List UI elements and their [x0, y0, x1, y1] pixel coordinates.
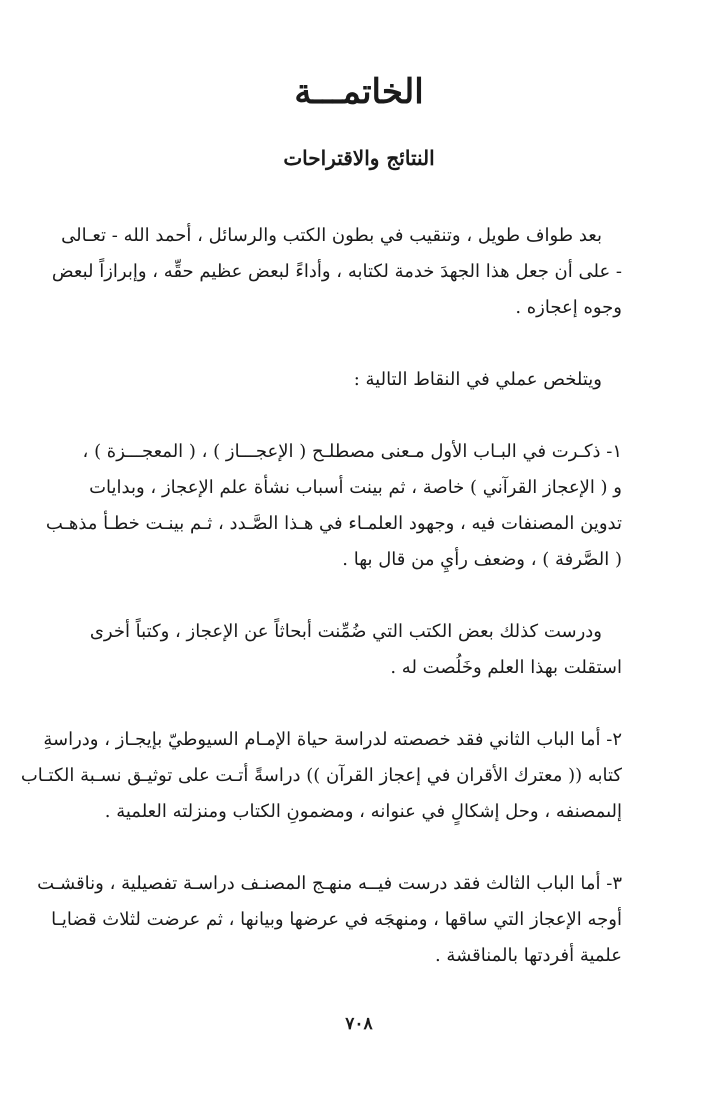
page-title: الخاتمـــة: [294, 72, 424, 112]
text-line: ٣- أما الباب الثالث فقد درست فيــه منهـج المصنـف دراسـة تفصيلية ، وناقشـت: [37, 873, 622, 894]
text-line: أوجه الإعجاز التي ساقها ، ومنهجَه في عرضها وبيانها ، ثم عرضت لثلاث قضايـا: [51, 909, 622, 930]
text-line: كتابه (( معترك الأقران في إعجاز القرآن )) دراسةً أتـت على توثيـق نسـبة الكتـاب: [20, 765, 622, 786]
text-line: وجوه إعجازه .: [515, 297, 622, 318]
paragraph-point-2: [20, 722, 622, 830]
paragraph-point-1: [45, 434, 622, 578]
text-line: ودرست كذلك بعض الكتب التي ضُمِّنت أبحاثاً عن الإعجاز ، وكتباً أخرى: [89, 621, 602, 642]
paragraph-intro: [51, 218, 622, 326]
text-line: بعد طواف طويل ، وتنقيب في بطون الكتب والرسائل ، أحمد الله - تعـالى: [61, 225, 602, 246]
text-line: ١- ذكـرت في البـاب الأول مـعنى مصطلـح ( الإعجـــاز ) ، ( المعجـــزة ) ،: [82, 441, 622, 462]
paragraph-point-3: [37, 866, 622, 974]
text-line: ( الصَّرفة ) ، وضعف رأيِ من قال بها .: [342, 549, 622, 570]
page-number: ٧٠٨: [345, 1014, 373, 1034]
text-line: - على أن جعل هذا الجهدَ خدمة لكتابه ، وأداءً لبعض عظيم حقِّه ، وإبرازاً لبعض: [51, 261, 622, 282]
text-line: استقلت بهذا العلم وخَلُصت له .: [390, 657, 622, 678]
text-line: ويتلخص عملي في النقاط التالية :: [353, 369, 602, 390]
text-line: و ( الإعجاز القرآني ) خاصة ، ثم بينت أسباب نشأة علم الإعجاز ، وبدايات: [89, 477, 622, 498]
section-subtitle: النتائج والاقتراحات: [283, 146, 435, 170]
text-line: ٢- أما الباب الثاني فقد خصصته لدراسة حياة الإمـام السيوطيّ بإيجـاز ، ودراسةِ: [43, 729, 622, 750]
paragraph-summary-lead: [96, 362, 622, 398]
paragraph-books: [89, 614, 622, 686]
text-line: إلىمصنفه ، وحل إشكالٍ في عنوانه ، ومضمونِ الكتاب ومنزلته العلمية .: [104, 801, 622, 822]
text-line: تدوين المصنفات فيه ، وجهود العلمـاء في هـذا الصَّـدد ، ثـم بينـت خطـأ مذهـب: [45, 513, 622, 534]
text-line: علمية أفردتها بالمناقشة .: [434, 945, 622, 966]
